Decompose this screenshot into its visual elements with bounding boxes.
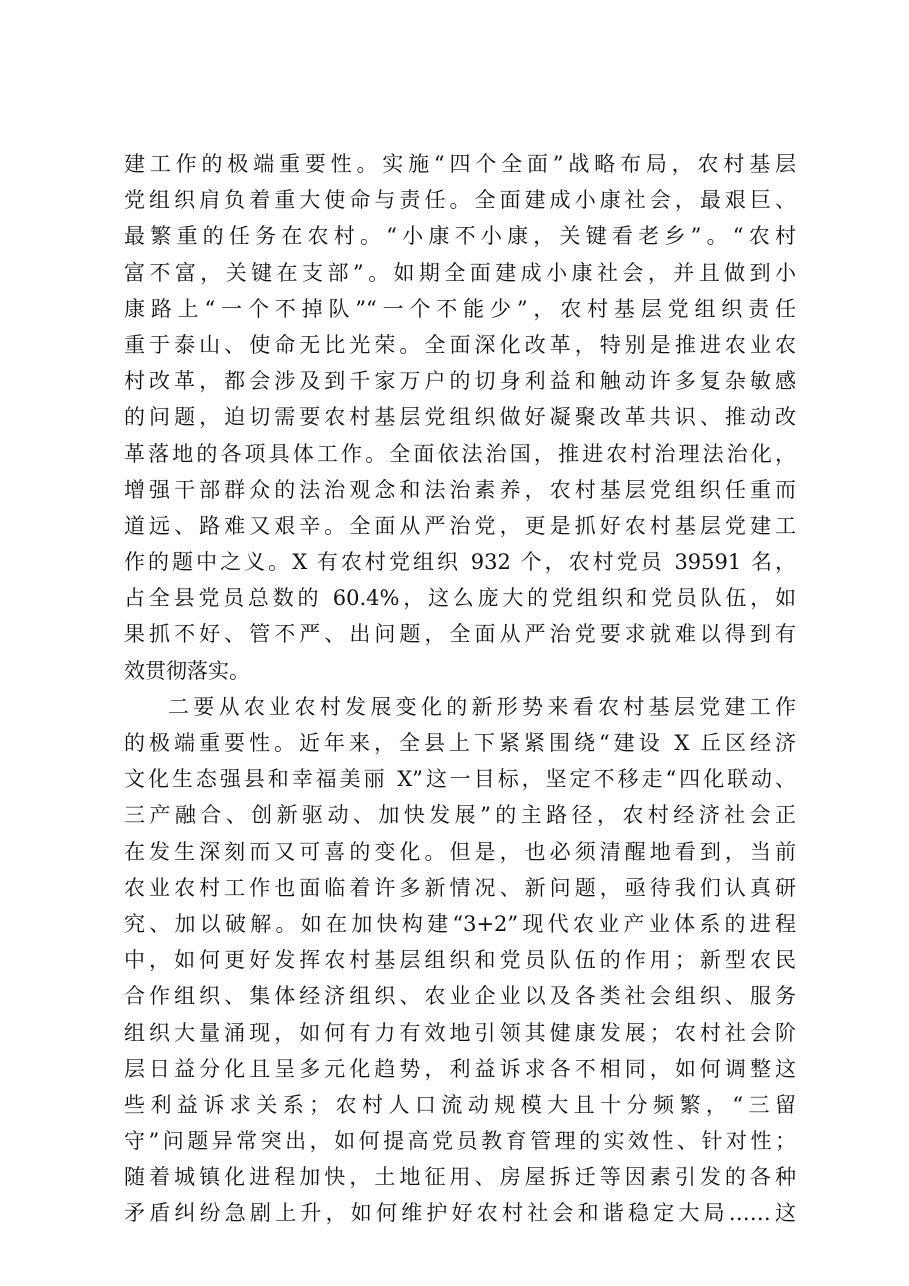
text-line: 合作组织、集体经济组织、农业企业以及各类社会组织、服务 — [124, 984, 796, 1009]
text-line: 的问题，迫切需要农村基层党组织做好凝聚改革共识、推动改 — [124, 405, 796, 430]
text-line: 层日益分化且呈多元化趋势，利益诉求各不相同，如何调整这 — [124, 1056, 796, 1081]
text-line: 富不富，关键在支部”。如期全面建成小康社会，并且做到小 — [124, 260, 796, 285]
text-line: 最繁重的任务在农村。“小康不小康，关键看老乡”。“农村 — [124, 224, 796, 249]
text-line: 在发生深刻而又可喜的变化。但是，也必须清醒地看到，当前 — [124, 839, 796, 864]
paragraph-1 — [124, 146, 796, 689]
text-line: 组织大量涌现，如何有力有效地引领其健康发展；农村社会阶 — [124, 1020, 796, 1045]
text-line: 农业农村工作也面临着许多新情况、新问题，亟待我们认真研 — [124, 875, 796, 900]
text-line: 守”问题异常突出，如何提高党员教育管理的实效性、针对性； — [124, 1129, 796, 1154]
text-line: 重于泰山、使命无比光荣。全面深化改革，特别是推进农业农 — [124, 332, 796, 357]
text-line: 康路上“一个不掉队”“一个不能少”，农村基层党组织责任 — [124, 296, 796, 321]
text-line: 的极端重要性。近年来，全县上下紧紧围绕“建设 X 丘区经济 — [124, 731, 796, 755]
text-line: 果抓不好、管不严、出问题，全面从严治党要求就难以得到有 — [124, 622, 796, 647]
document-body — [124, 146, 796, 1232]
text-line: 二要从农业农村发展变化的新形势来看农村基层党建工作 — [168, 694, 796, 719]
text-line: 究、加以破解。如在加快构建“3+2”现代农业产业体系的进程 — [124, 911, 796, 936]
text-line: 文化生态强县和幸福美丽 X”这一目标，坚定不移走“四化联动、 — [124, 767, 796, 792]
text-line: 些利益诉求关系；农村人口流动规模大且十分频繁，“三留 — [124, 1092, 796, 1117]
text-line: 占全县党员总数的 60.4%，这么庞大的党组织和党员队伍，如 — [124, 586, 796, 611]
text-line: 效贯彻落实。 — [124, 658, 250, 683]
text-line: 矛盾纠纷急剧上升，如何维护好农村社会和谐稳定大局……这 — [124, 1201, 796, 1226]
text-line: 革落地的各项具体工作。全面依法治国，推进农村治理法治化， — [124, 441, 796, 466]
text-line: 建工作的极端重要性。实施“四个全面”战略布局，农村基层 — [124, 152, 796, 176]
text-line: 作的题中之义。X 有农村党组织 932 个，农村党员 39591 名， — [124, 550, 796, 575]
text-line: 道远、路难又艰辛。全面从严治党，更是抓好农村基层党建工 — [124, 513, 796, 538]
text-line: 随着城镇化进程加快，土地征用、房屋拆迁等因素引发的各种 — [124, 1165, 796, 1190]
text-line: 增强干部群众的法治观念和法治素养，农村基层党组织任重而 — [124, 477, 796, 502]
text-line: 村改革，都会涉及到千家万户的切身利益和触动许多复杂敏感 — [124, 369, 796, 394]
paragraph-2 — [124, 689, 796, 1232]
text-line: 党组织肩负着重大使命与责任。全面建成小康社会，最艰巨、 — [124, 188, 796, 213]
text-line: 中，如何更好发挥农村基层组织和党员队伍的作用；新型农民 — [124, 948, 796, 973]
text-line: 三产融合、创新驱动、加快发展”的主路径，农村经济社会正 — [124, 803, 796, 828]
